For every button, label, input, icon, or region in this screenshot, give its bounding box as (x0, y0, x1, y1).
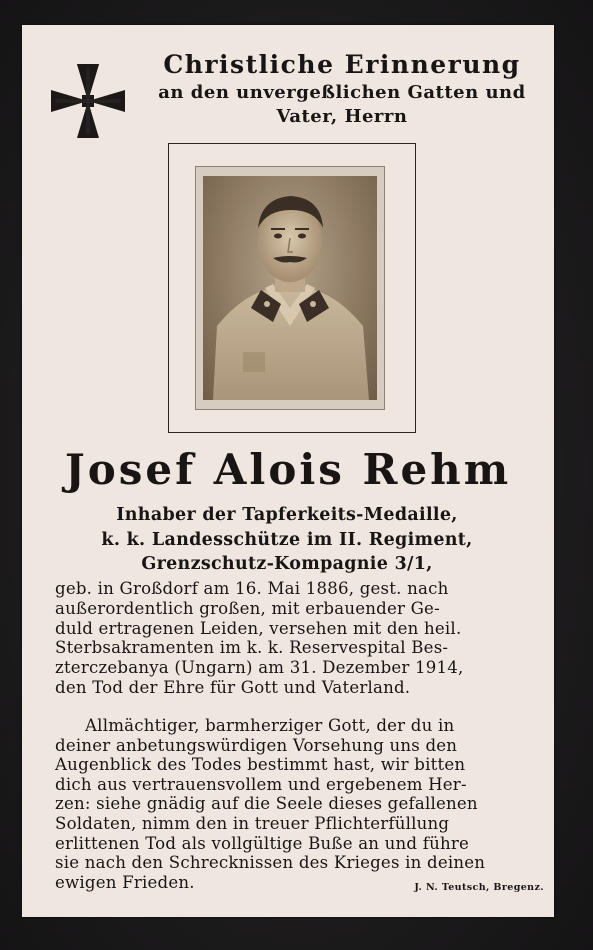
subtitle-line: Inhaber der Tapferkeits-Medaille, (116, 505, 458, 525)
printer-imprint: J. N. Teutsch, Bregenz. (414, 882, 544, 893)
soldier-portrait-photo (203, 176, 377, 400)
prayer-line: dich aus vertrauensvollem und ergebenem Her- (55, 774, 467, 794)
biography-line: Sterbsakramenten im k. k. Reservespital Bes- (55, 638, 449, 658)
prayer-line: deiner anbetungswürdigen Vorsehung uns den (55, 735, 458, 755)
biography-line: geb. in Großdorf am 16. Mai 1886, gest. nach (55, 579, 449, 598)
card-header (142, 49, 542, 129)
header-salutation: Vater, Herrn (276, 106, 408, 127)
biography-line: duld ertragenen Leiden, versehen mit den heil. (55, 618, 462, 638)
biography-line: außerordentlich großen, mit erbauender Ge- (55, 598, 440, 618)
rank-and-honors (52, 503, 522, 577)
header-title: Christliche Erinnerung (163, 50, 521, 79)
iron-cross-icon (47, 60, 129, 142)
prayer-text (55, 716, 535, 892)
subtitle-line: Grenzschutz-Kompagnie 3/1, (141, 554, 433, 574)
prayer-line: ewigen Frieden. (55, 872, 195, 892)
portrait-frame (168, 143, 416, 433)
prayer-line: Augenblick des Todes bestimmt hast, wir bitten (55, 755, 466, 775)
portrait-mount (195, 166, 385, 410)
prayer-line: Soldaten, nimm den in treuer Pflichterfüllung (55, 813, 450, 833)
biography-line: den Tod der Ehre für Gott und Vaterland. (55, 677, 411, 697)
deceased-name: Josef Alois Rehm (64, 445, 512, 494)
prayer-line: erlittenen Tod als vollgültige Buße an und führe (55, 833, 469, 853)
prayer-line: zen: siehe gnädig auf die Seele dieses gefallenen (55, 794, 478, 814)
prayer-line: sie nach den Schrecknissen des Krieges in deinen (55, 853, 486, 873)
prayer-line: Allmächtiger, barmherziger Gott, der du in (85, 716, 455, 735)
header-dedication: an den unvergeßlichen Gatten und (158, 82, 526, 103)
biography-text (55, 579, 533, 698)
biography-line: zterczebanya (Ungarn) am 31. Dezember 1914, (55, 658, 464, 678)
soldier-portrait-illustration (203, 176, 377, 400)
subtitle-line: k. k. Landesschütze im II. Regiment, (101, 529, 473, 550)
memorial-card (22, 25, 554, 917)
